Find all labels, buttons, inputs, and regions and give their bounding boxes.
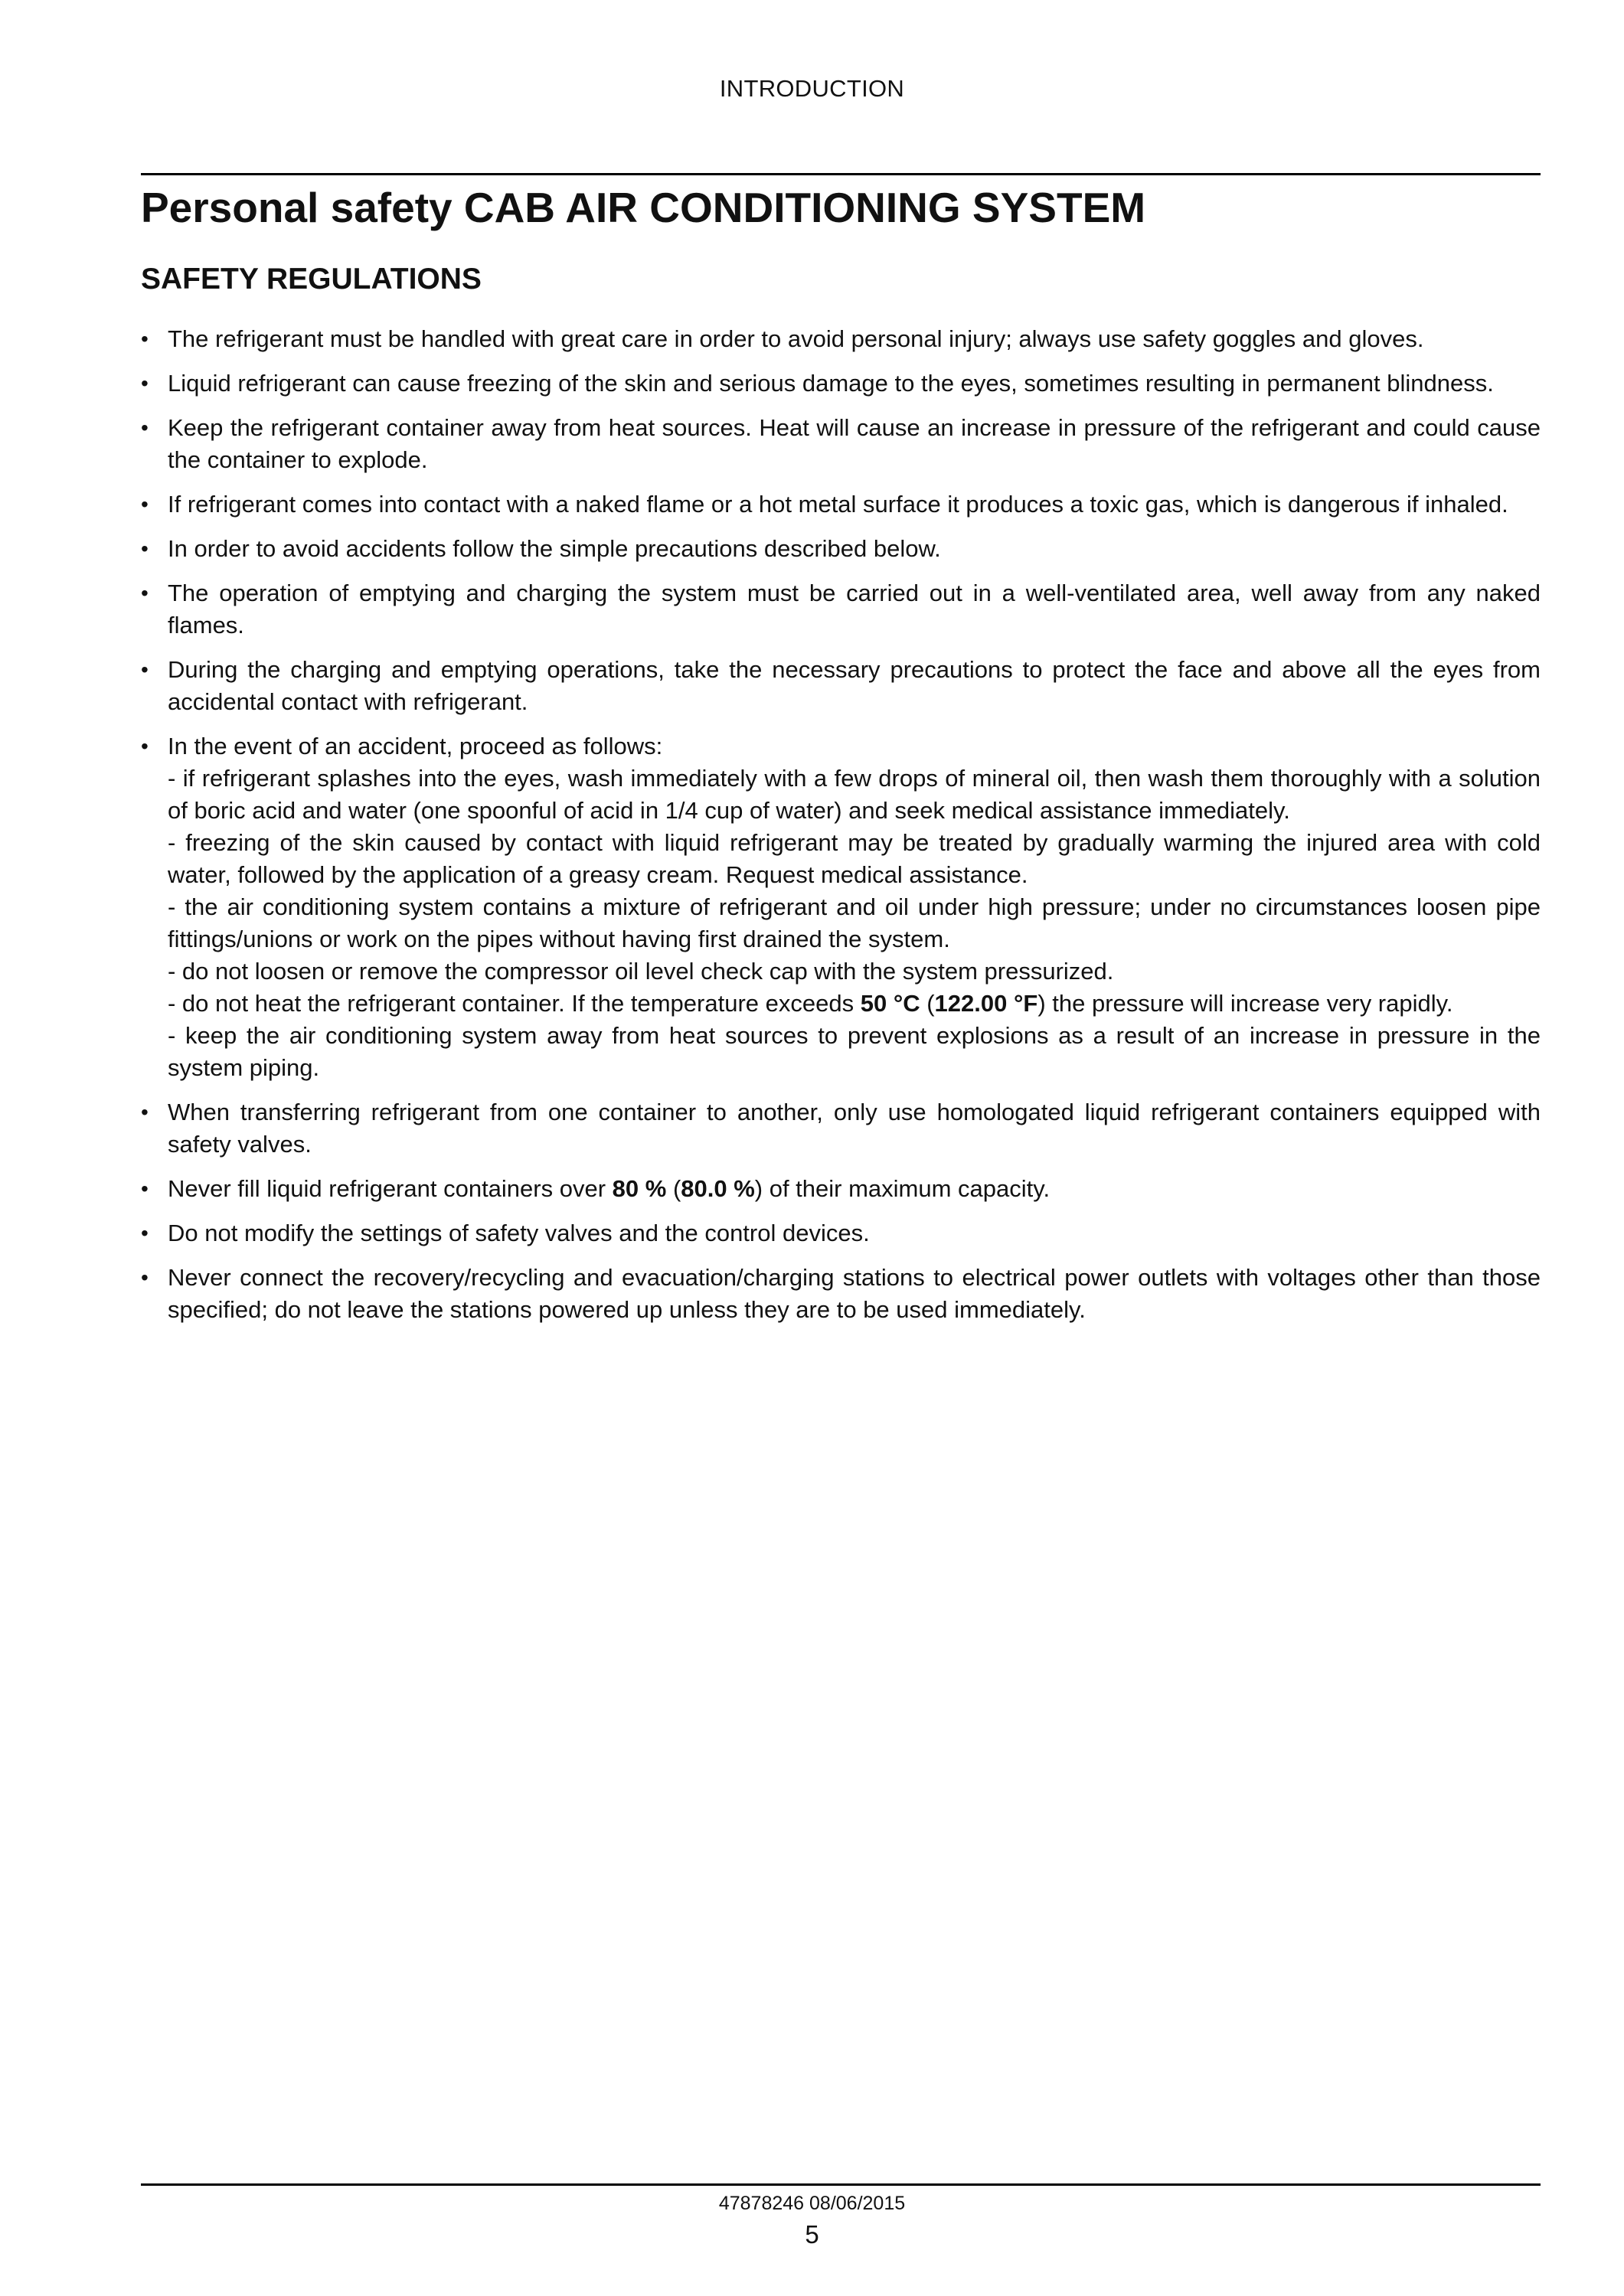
container-heat-text-post: ) the pressure will increase very rapidly. <box>1037 990 1453 1017</box>
list-item-text: During the charging and emptying operations, take the necessary precautions to protect the face and above all the eyes from accidental contact with refrigerant. <box>168 656 1541 715</box>
bullet-icon: • <box>141 1221 149 1245</box>
list-item <box>141 533 1541 565</box>
temperature-celsius: 50 °C <box>860 990 920 1017</box>
list-item <box>141 577 1541 642</box>
container-heat-instruction <box>168 988 1541 1020</box>
oil-cap-instruction: - do not loosen or remove the compressor oil level check cap with the system pressurized. <box>168 958 1114 985</box>
list-item <box>141 488 1541 521</box>
container-heat-text-pre: - do not heat the refrigerant container. If the temperature exceeds <box>168 990 861 1017</box>
list-item-text: Liquid refrigerant can cause freezing of the skin and serious damage to the eyes, sometimes resulting in permanent blindness. <box>168 370 1494 397</box>
fill-limit-text-pre: Never fill liquid refrigerant containers over <box>168 1175 613 1202</box>
list-item-text: The refrigerant must be handled with great care in order to avoid personal injury; always use safety goggles and gloves. <box>168 325 1424 352</box>
header-rule <box>141 173 1541 175</box>
accident-procedure-item <box>141 730 1541 1084</box>
bullet-icon: • <box>141 416 149 439</box>
fill-limit-item <box>141 1173 1541 1205</box>
page-number: 5 <box>805 2220 819 2249</box>
list-item-text: When transferring refrigerant from one container to another, only use homologated liquid refrigerant containers equipped with safety valves. <box>168 1099 1541 1158</box>
list-item-text: Never connect the recovery/recycling and evacuation/charging stations to electrical power outlets with voltages other than those specified; do not leave the stations powered up unless they are to be used immediately. <box>168 1264 1541 1323</box>
bullet-icon: • <box>141 1266 149 1289</box>
section-title: SAFETY REGULATIONS <box>141 263 482 296</box>
bullet-icon: • <box>141 371 149 395</box>
fill-limit-percent-decimal: 80.0 % <box>681 1175 755 1202</box>
bullet-icon: • <box>141 658 149 681</box>
bullet-icon: • <box>141 327 149 351</box>
fill-limit-text-post: ) of their maximum capacity. <box>754 1175 1051 1202</box>
safety-regulations-list <box>141 323 1541 1338</box>
temperature-fahrenheit: 122.00 °F <box>934 990 1038 1017</box>
bullet-icon: • <box>141 581 149 605</box>
list-item <box>141 367 1541 400</box>
container-heat-text-mid: ( <box>920 990 935 1017</box>
bullet-icon: • <box>141 1177 149 1200</box>
bullet-icon: • <box>141 537 149 560</box>
fill-limit-text-mid: ( <box>666 1175 681 1202</box>
bullet-icon: • <box>141 1100 149 1124</box>
accident-procedure-text <box>168 730 1541 1084</box>
fill-limit-percent: 80 % <box>612 1175 667 1202</box>
footer-rule <box>141 2183 1541 2186</box>
list-item <box>141 323 1541 355</box>
list-item <box>141 1262 1541 1326</box>
list-item <box>141 654 1541 718</box>
list-item-text: If refrigerant comes into contact with a naked flame or a hot metal surface it produces a toxic gas, which is dangerous if inhaled. <box>168 491 1508 518</box>
page-title: Personal safety CAB AIR CONDITIONING SYSTEM <box>141 184 1146 231</box>
fill-limit-text <box>168 1173 1541 1205</box>
heat-sources-instruction: - keep the air conditioning system away from heat sources to prevent explosions as a result of an increase in pressure in the system piping. <box>168 1022 1541 1081</box>
list-item-text: Do not modify the settings of safety valves and the control devices. <box>168 1220 870 1246</box>
list-item-text: Keep the refrigerant container away from heat sources. Heat will cause an increase in pressure of the refrigerant and could cause the container to explode. <box>168 414 1541 473</box>
list-item-text: In order to avoid accidents follow the simple precautions described below. <box>168 535 941 562</box>
list-item-text: The operation of emptying and charging the system must be carried out in a well-ventilated area, well away from any naked flames. <box>168 580 1541 639</box>
list-item <box>141 412 1541 476</box>
bullet-icon: • <box>141 492 149 516</box>
running-header: INTRODUCTION <box>719 75 905 102</box>
skin-freezing-instruction: - freezing of the skin caused by contact with liquid refrigerant may be treated by gradually warming the injured area with cold water, followed by the application of a greasy cream. Request medical assistance. <box>168 829 1541 888</box>
list-item <box>141 1217 1541 1249</box>
bullet-icon: • <box>141 734 149 758</box>
list-item <box>141 1096 1541 1161</box>
document-reference: 47878246 08/06/2015 <box>718 2193 906 2214</box>
eye-contact-instruction: - if refrigerant splashes into the eyes, wash immediately with a few drops of mineral oil, then wash them thoroughly with a solution of boric acid and water (one spoonful of acid in 1/4 cup of water) and seek medical assistance immediately. <box>168 765 1541 824</box>
accident-intro: In the event of an accident, proceed as follows: <box>168 733 663 759</box>
high-pressure-instruction: - the air conditioning system contains a mixture of refrigerant and oil under high pressure; under no circumstances loosen pipe fittings/unions or work on the pipes without having first drained the system. <box>168 893 1541 952</box>
